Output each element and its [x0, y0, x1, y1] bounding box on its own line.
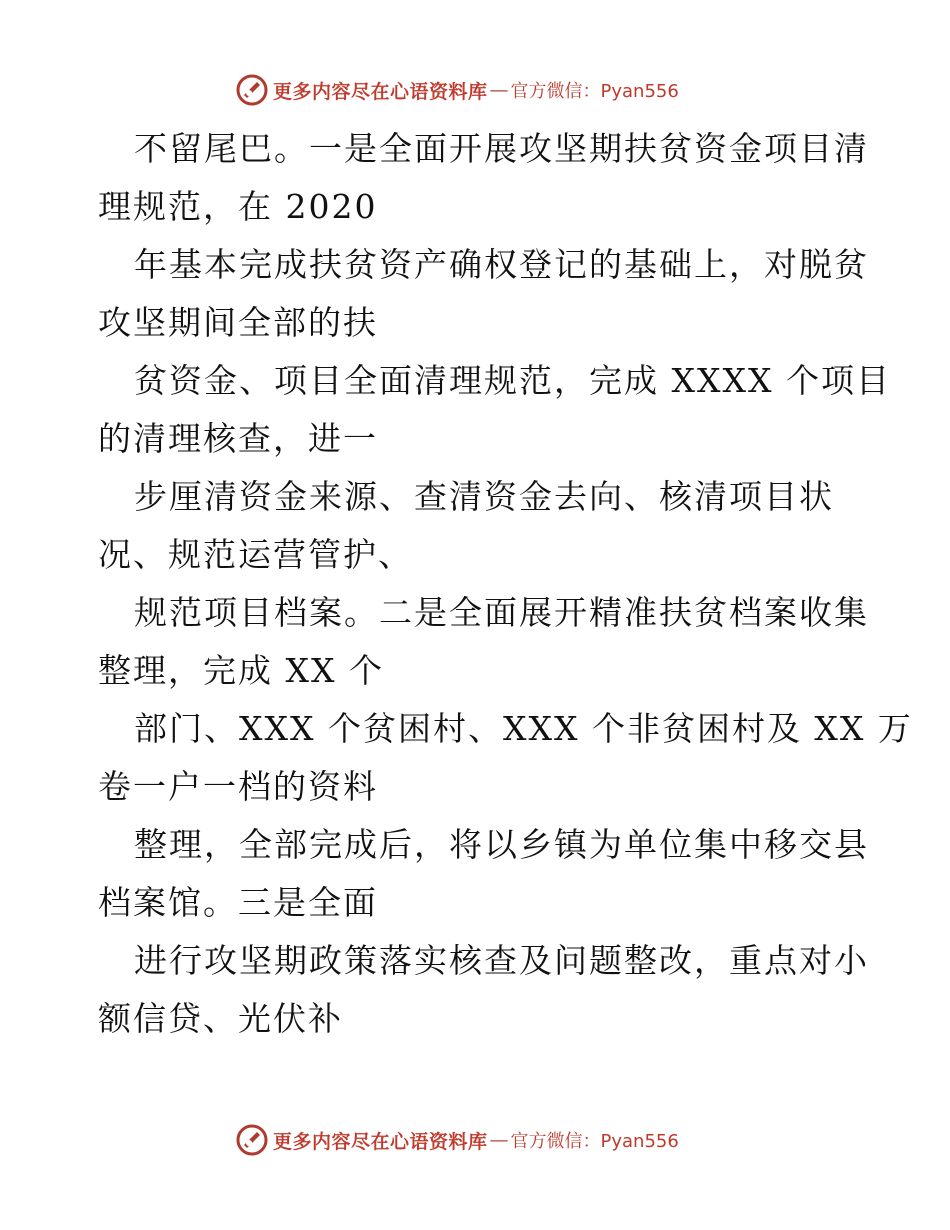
brand-logo-icon	[235, 1123, 269, 1157]
body-line: 档案馆。三是全面	[98, 883, 378, 922]
brand-logo-icon	[235, 73, 269, 107]
body-line: 部门、XXX 个贫困村、XXX 个非贫困村及 XX 万	[134, 709, 913, 748]
body-line: 整理，全部完成后，将以乡镇为单位集中移交县	[134, 825, 869, 864]
watermark-wechat: 官方微信：Pyan556	[510, 81, 679, 102]
body-line: 攻坚期间全部的扶	[98, 303, 378, 342]
document-body	[98, 120, 913, 1048]
body-line: 贫资金、项目全面清理规范，完成 XXXX 个项目	[134, 361, 891, 400]
body-line: 规范项目档案。二是全面展开精准扶贫档案收集	[134, 593, 869, 632]
body-line: 进行攻坚期政策落实核查及问题整改，重点对小	[134, 941, 869, 980]
body-line: 不留尾巴。一是全面开展攻坚期扶贫资金项目清	[134, 129, 869, 168]
watermark-text: 更多内容尽在心语资料库	[273, 1130, 488, 1153]
body-line: 额信贷、光伏补	[98, 999, 343, 1038]
watermark-separator: —	[489, 1129, 509, 1151]
body-line: 况、规范运营管护、	[98, 535, 413, 574]
body-line: 整理，完成 XX 个	[98, 651, 384, 690]
body-line: 理规范，在 2020	[98, 187, 378, 226]
watermark-wechat: 官方微信：Pyan556	[510, 1131, 679, 1152]
header-watermark	[235, 73, 679, 107]
footer-watermark	[235, 1123, 679, 1157]
body-line: 卷一户一档的资料	[98, 767, 378, 806]
watermark-text: 更多内容尽在心语资料库	[273, 80, 488, 103]
body-line: 步厘清资金来源、查清资金去向、核清项目状	[134, 477, 834, 516]
body-line: 年基本完成扶贫资产确权登记的基础上，对脱贫	[134, 245, 869, 284]
body-line: 的清理核查，进一	[98, 419, 378, 458]
watermark-separator: —	[489, 79, 509, 101]
